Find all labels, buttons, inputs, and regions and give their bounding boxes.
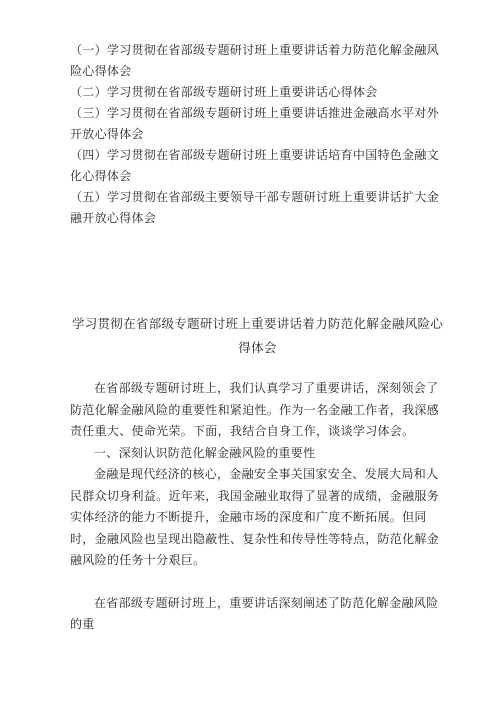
toc-item-4: （四）学习贯彻在省部级专题研讨班上重要讲话培育中国特色金融文化心得体会	[70, 148, 440, 183]
paragraph-finance-core: 金融是现代经济的核心，金融安全事关国家安全、发展大局和人民群众切身利益。近年来，我国金融业取得了显著的成绩，金融服务实体经济的能力不断提升，金融市场的深度和广度不断拓展。但同时，金融风险也呈现出隐蔽性、复杂性和传导性等特点，防范化解金融风险的任务十分艰巨。	[70, 467, 440, 567]
paragraph-intro: 在省部级专题研讨班上，我们认真学习了重要讲话，深刻领会了防范化解金融风险的重要性和紧迫性。作为一名金融工作者，我深感责任重大、使命光荣。下面，我结合自身工作，谈谈学习体会。	[70, 381, 440, 438]
article-body	[70, 378, 445, 636]
paragraph-continued: 在省部级专题研讨班上，重要讲话深刻阐述了防范化解金融风险的重	[70, 595, 439, 631]
toc-item-3: （三）学习贯彻在省部级专题研讨班上重要讲话推进金融高水平对外开放心得体会	[70, 106, 440, 141]
table-of-contents	[70, 40, 445, 229]
toc-item-5: （五）学习贯彻在省部级主要领导干部专题研讨班上重要讲话扩大金融开放心得体会	[70, 190, 440, 225]
paragraph-spacer	[70, 572, 445, 593]
toc-item-2: （二）学习贯彻在省部级专题研讨班上重要讲话心得体会	[70, 85, 378, 99]
toc-item-1: （一）学习贯彻在省部级专题研讨班上重要讲话着力防范化解金融风险心得体会	[70, 43, 440, 78]
section-heading-1: 一、深刻认识防范化解金融风险的重要性	[94, 445, 316, 460]
article-title: 学习贯彻在省部级专题研讨班上重要讲话着力防范化解金融风险心得体会	[71, 316, 444, 355]
